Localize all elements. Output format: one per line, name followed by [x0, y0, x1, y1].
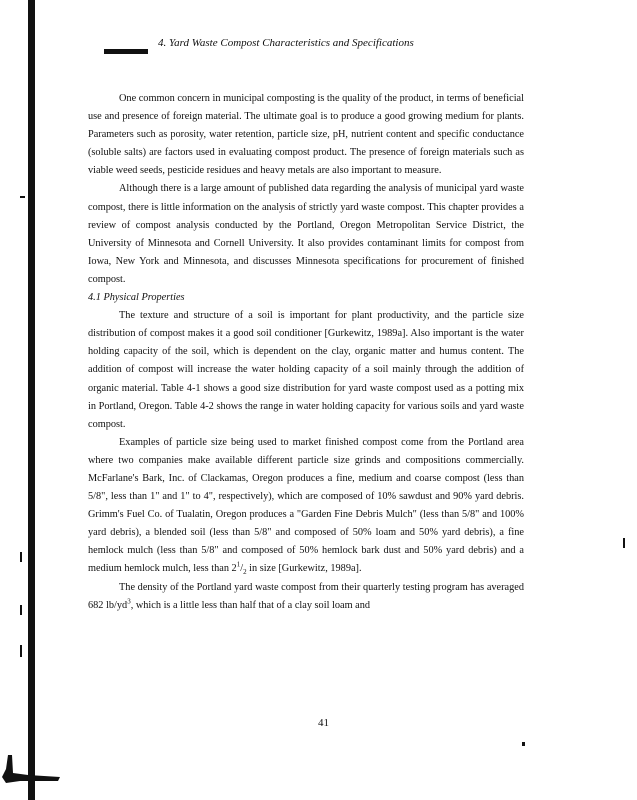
paragraph-particle-size: Examples of particle size being used to market finished compost come from the Portland area where two companies make available different particle size grinds and compositions commercially. McFarlane's Bark, Inc. of Clackamas, Oregon produces a fine, medium and coarse compost (less than 5/8", less than 1" and 1" to 4", respectively), which are composed of 10% sawdust and 90% yard debris. Grimm's Fuel Co. of Tualatin, Oregon produces a "Garden Fine Debris Mulch" (less than 5/8" and 100% yard debris), a blended soil (less than 5/8" and composed of 50% loam and 50% yard debris), a fine hemlock mulch (less than 5/8" and composed of 50% hemlock bark dust and 50% yard debris) and a medium hemlock mulch, less than $2^1/_2$ in size [Gurkewitz, 1989a]. [88, 436, 524, 577]
scan-artifact-bottom-left [0, 755, 60, 785]
body-text [88, 90, 524, 615]
density-text: The density of the Portland yard waste compost from their quarterly testing program has averaged 682 lb/yd [88, 581, 524, 611]
particle-size-text: Examples of particle size being used to market finished compost come from the Portland area where two companies make available different particle size grinds and compositions commercially. McFarlane's Bark, Inc. of Clackamas, Oregon produces a fine, medium and coarse compost (less than 5/8", less than 1" and 1" to 4", respectively), which are composed of 10% sawdust and 90% yard debris. Grimm's Fuel Co. of Tualatin, Oregon produces a "Garden Fine Debris Mulch" (less than 5/8" and 100% yard debris), a blended soil (less than 5/8" and composed of 50% loam and 50% yard debris), a fine hemlock mulch (less than 5/8" and composed of 50% hemlock bark dust and 50% yard debris) and a medium hemlock mulch, less than 2 [88, 436, 524, 575]
section-heading: 4.1 Physical Properties [88, 292, 185, 304]
scan-speck [20, 645, 22, 657]
scan-speck [522, 742, 525, 746]
particle-size-citation: in size [Gurkewitz, 1989a]. [246, 563, 362, 575]
page-number: 41 [318, 717, 329, 729]
paragraph-overview: Although there is a large amount of published data regarding the analysis of municipal yard waste compost, there is little information on the analysis of strictly yard waste compost. This chapter provides a review of compost analysis conducted by the Portland, Oregon Metropolitan Service District, the University of Minnesota and Cornell University. It also provides contaminant limits for compost from Iowa, New York and Minnesota, and discusses Minnesota specifications for procurement of finished compost. [88, 183, 524, 285]
scan-speck [20, 552, 22, 562]
scan-speck [20, 196, 25, 198]
fraction-numerator: 1 [236, 561, 241, 570]
scan-speck [20, 605, 22, 615]
header-rule [104, 49, 148, 54]
density-continuation: , which is a little less than half that of a clay soil loam and [130, 599, 371, 611]
paragraph-density [88, 579, 524, 615]
scan-speck [623, 538, 625, 548]
paragraph-intro: One common concern in municipal composting is the quality of the product, in terms of beneficial use and presence of foreign material. The ultimate goal is to produce a good growing medium for plants. Parameters such as porosity, water retention, particle size, pH, nutrient content and specific conductance (soluble salts) are factors used in evaluating compost product. The presence of foreign materials such as viable weed seeds, pesticide residues and heavy metals are also important to measure. [88, 93, 524, 177]
density-exponent: 3 [127, 597, 131, 606]
fraction-denominator: 2 [243, 568, 247, 577]
scan-edge-shadow [28, 0, 35, 800]
running-head: 4. Yard Waste Compost Characteristics and Specifications [158, 37, 414, 49]
paragraph-texture: The texture and structure of a soil is important for plant productivity, and the particle size distribution of compost makes it a good soil conditioner [Gurkewitz, 1989a]. Also important is the water holding capacity of the soil, which is dependent on the clay, organic matter and humus content. The addition of compost will increase the water holding capacity of a soil mainly through the addition of organic material. Table 4-1 shows a good size distribution for yard waste compost used as a potting mix in Portland, Oregon. Table 4-2 shows the range in water holding capacity for various soils and yard waste compost. [88, 310, 524, 430]
